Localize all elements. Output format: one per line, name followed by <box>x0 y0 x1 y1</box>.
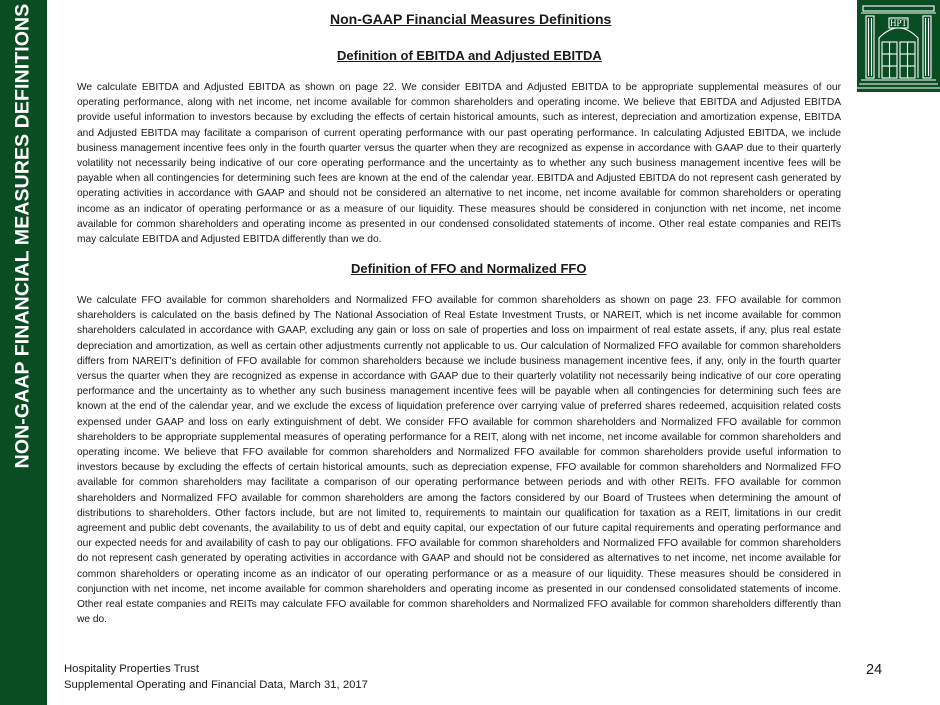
section-heading-ebitda: Definition of EBITDA and Adjusted EBITDA <box>337 48 602 63</box>
hpt-building-logo-icon <box>857 0 940 92</box>
side-title: NON-GAAP FINANCIAL MEASURES DEFINITIONS <box>11 3 34 469</box>
page-title: Non-GAAP Financial Measures Definitions <box>330 11 612 27</box>
page-number: 24 <box>866 662 883 678</box>
logo-graphic <box>857 0 940 92</box>
section-heading-ffo: Definition of FFO and Normalized FFO <box>351 261 587 276</box>
paragraph-ebitda: We calculate EBITDA and Adjusted EBITDA as shown on page 22. We consider EBITDA and Adjusted EBITDA to be appropriate supplemental measures of our operating performance, along with net income, net income available for common shareholders and operating income. We believe that EBITDA and Adjusted EBITDA provide useful information to investors because by excluding the effects of certain historical amounts, such as interest, depreciation and amortization expense, EBITDA and Adjusted EBITDA may facilitate a comparison of current operating performance with our past operating performance. In calculating Adjusted EBITDA, we include business management incentive fees only in the fourth quarter versus the quarter when they are recognized as expense in accordance with GAAP due to their quarterly volatility not necessarily being indicative of our core operating performance and the uncertainty as to whether any such business management incentive fees will be payable when all contingencies for determining such fees are known at the end of the calendar year. EBITDA and Adjusted EBITDA do not represent cash generated by operating activities in accordance with GAAP and should not be considered an alternative to net income, net income available for common shareholders or operating income as an indicator of operating performance or as a measure of our liquidity. These measures should be considered in conjunction with net income, net income available for common shareholders and operating income as presented in our condensed consolidated statements of income. Other real estate companies and REITs may calculate EBITDA and Adjusted EBITDA differently than we do. <box>77 82 841 246</box>
footer-company: Hospitality Properties Trust <box>64 663 199 675</box>
footer-report: Supplemental Operating and Financial Data, March 31, 2017 <box>64 679 368 691</box>
logo-text: HPT <box>889 18 908 28</box>
side-title-bar <box>0 0 47 705</box>
footer <box>64 661 368 693</box>
paragraph-ffo: We calculate FFO available for common shareholders and Normalized FFO available for common shareholders as shown on page 23. FFO available for common shareholders is calculated on the basis defined by The National Association of Real Estate Investment Trusts, or NAREIT, which is net income available for common shareholders calculated in accordance with GAAP, excluding any gain or loss on sale of properties and loss on impairment of real estate assets, if any, plus real estate depreciation and amortization, as well as certain other adjustments currently not applicable to us. Our calculation of Normalized FFO available for common shareholders differs from NAREIT's definition of FFO available for common shareholders because we include business management incentive fees, if any, only in the fourth quarter versus the quarter when they are recognized as expense in accordance with GAAP due to their quarterly volatility not necessarily being indicative of our core operating performance and the uncertainty as to whether any such business management incentive fees will be payable when all contingencies for determining such fees are known at the end of the calendar year, and we exclude the excess of liquidation preference over carrying value of preferred shares redeemed, acquisition related costs expensed under GAAP and loss on early extinguishment of debt. We consider FFO available for common shareholders and Normalized FFO available for common shareholders to be appropriate supplemental measures of operating performance for a REIT, along with net income, net income available for common shareholders and operating income. We believe that FFO available for common shareholders and Normalized FFO available for common shareholders provide useful information to investors because by excluding the effects of certain historical amounts, such as depreciation expense, FFO available for common shareholders and Normalized FFO available for common shareholders may facilitate a comparison of our operating performance between periods and with other REITs. FFO available for common shareholders and Normalized FFO available for common shareholders are among the factors considered by our Board of Trustees when determining the amount of distributions to shareholders. Other factors include, but are not limited to, requirements to maintain our qualification for taxation as a REIT, limitations in our credit agreement and public debt covenants, the availability to us of debt and equity capital, our expectation of our future capital requirements and operating performance and our expected needs for and availability of cash to pay our obligations. FFO available for common shareholders and Normalized FFO available for common shareholders do not represent cash generated by operating activities in accordance with GAAP and should not be considered as alternatives to net income, net income available for common shareholders or operating income as an indicator of our operating performance or as a measure of our liquidity. These measures should be considered in conjunction with net income, net income available for common shareholders and operating income as presented in our condensed consolidated statements of income. Other real estate companies and REITs may calculate FFO available for common shareholders and Normalized FFO available for common shareholders differently than we do. <box>77 295 841 626</box>
